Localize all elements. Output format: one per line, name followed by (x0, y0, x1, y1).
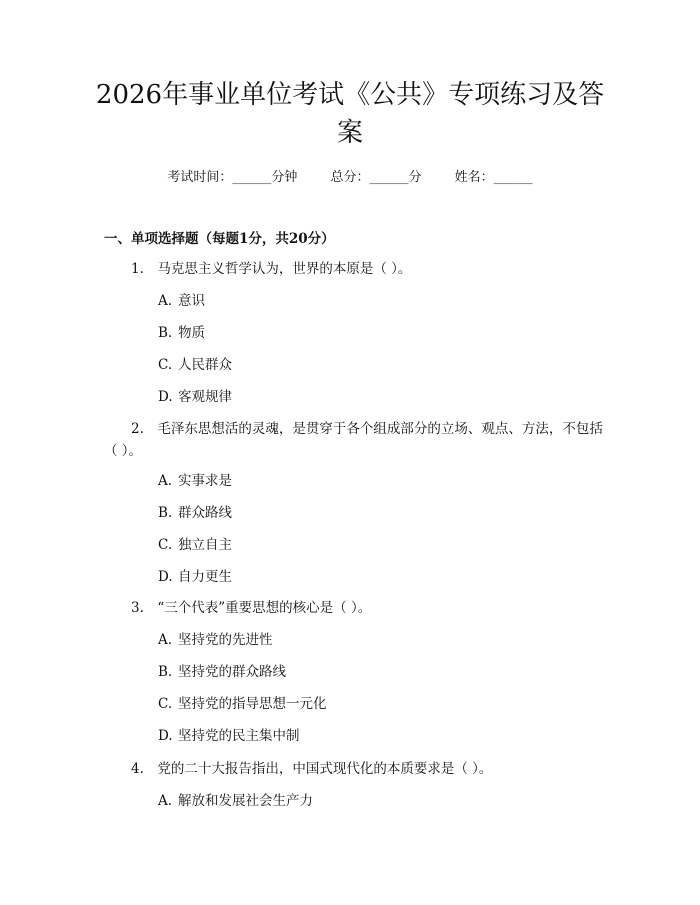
question-1-option-b: B. 物质 (158, 325, 205, 341)
question-3-option-d: D. 坚持党的民主集中制 (158, 728, 300, 744)
section-title: 一、单项选择题（每题1分，共20分） (104, 231, 335, 247)
document-title: 2026年事业单位考试《公共》专项练习及答案 (95, 80, 605, 148)
question-2-option-b: B. 群众路线 (158, 505, 232, 521)
question-3: 3. “三个代表”重要思想的核心是（ ）。 (131, 600, 372, 616)
question-2: 2. 毛泽东思想活的灵魂，是贯穿于各个组成部分的立场、观点、方法，不包括（ ）。 (104, 421, 603, 459)
question-1-option-a: A. 意识 (158, 293, 205, 309)
question-4: 4. 党的二十大报告指出，中国式现代化的本质要求是（ ）。 (131, 761, 493, 777)
question-2-option-a: A. 实事求是 (158, 473, 232, 489)
exam-time: 考试时间：______分钟 (167, 170, 298, 185)
question-2-option-d: D. 自力更生 (158, 569, 232, 585)
question-4-option-a: A. 解放和发展社会生产力 (158, 793, 313, 809)
exam-meta (0, 168, 700, 188)
question-3-option-c: C. 坚持党的指导思想一元化 (158, 696, 327, 712)
question-1-option-c: C. 人民群众 (158, 357, 232, 373)
exam-score: 总分：______分 (330, 170, 422, 185)
question-3-option-b: B. 坚持党的群众路线 (158, 664, 286, 680)
exam-name: 姓名：______ (454, 170, 533, 185)
question-1: 1. 马克思主义哲学认为，世界的本原是（ ）。 (131, 261, 412, 277)
question-1-option-d: D. 客观规律 (158, 389, 232, 405)
question-3-option-a: A. 坚持党的先进性 (158, 632, 273, 648)
question-2-option-c: C. 独立自主 (158, 537, 232, 553)
